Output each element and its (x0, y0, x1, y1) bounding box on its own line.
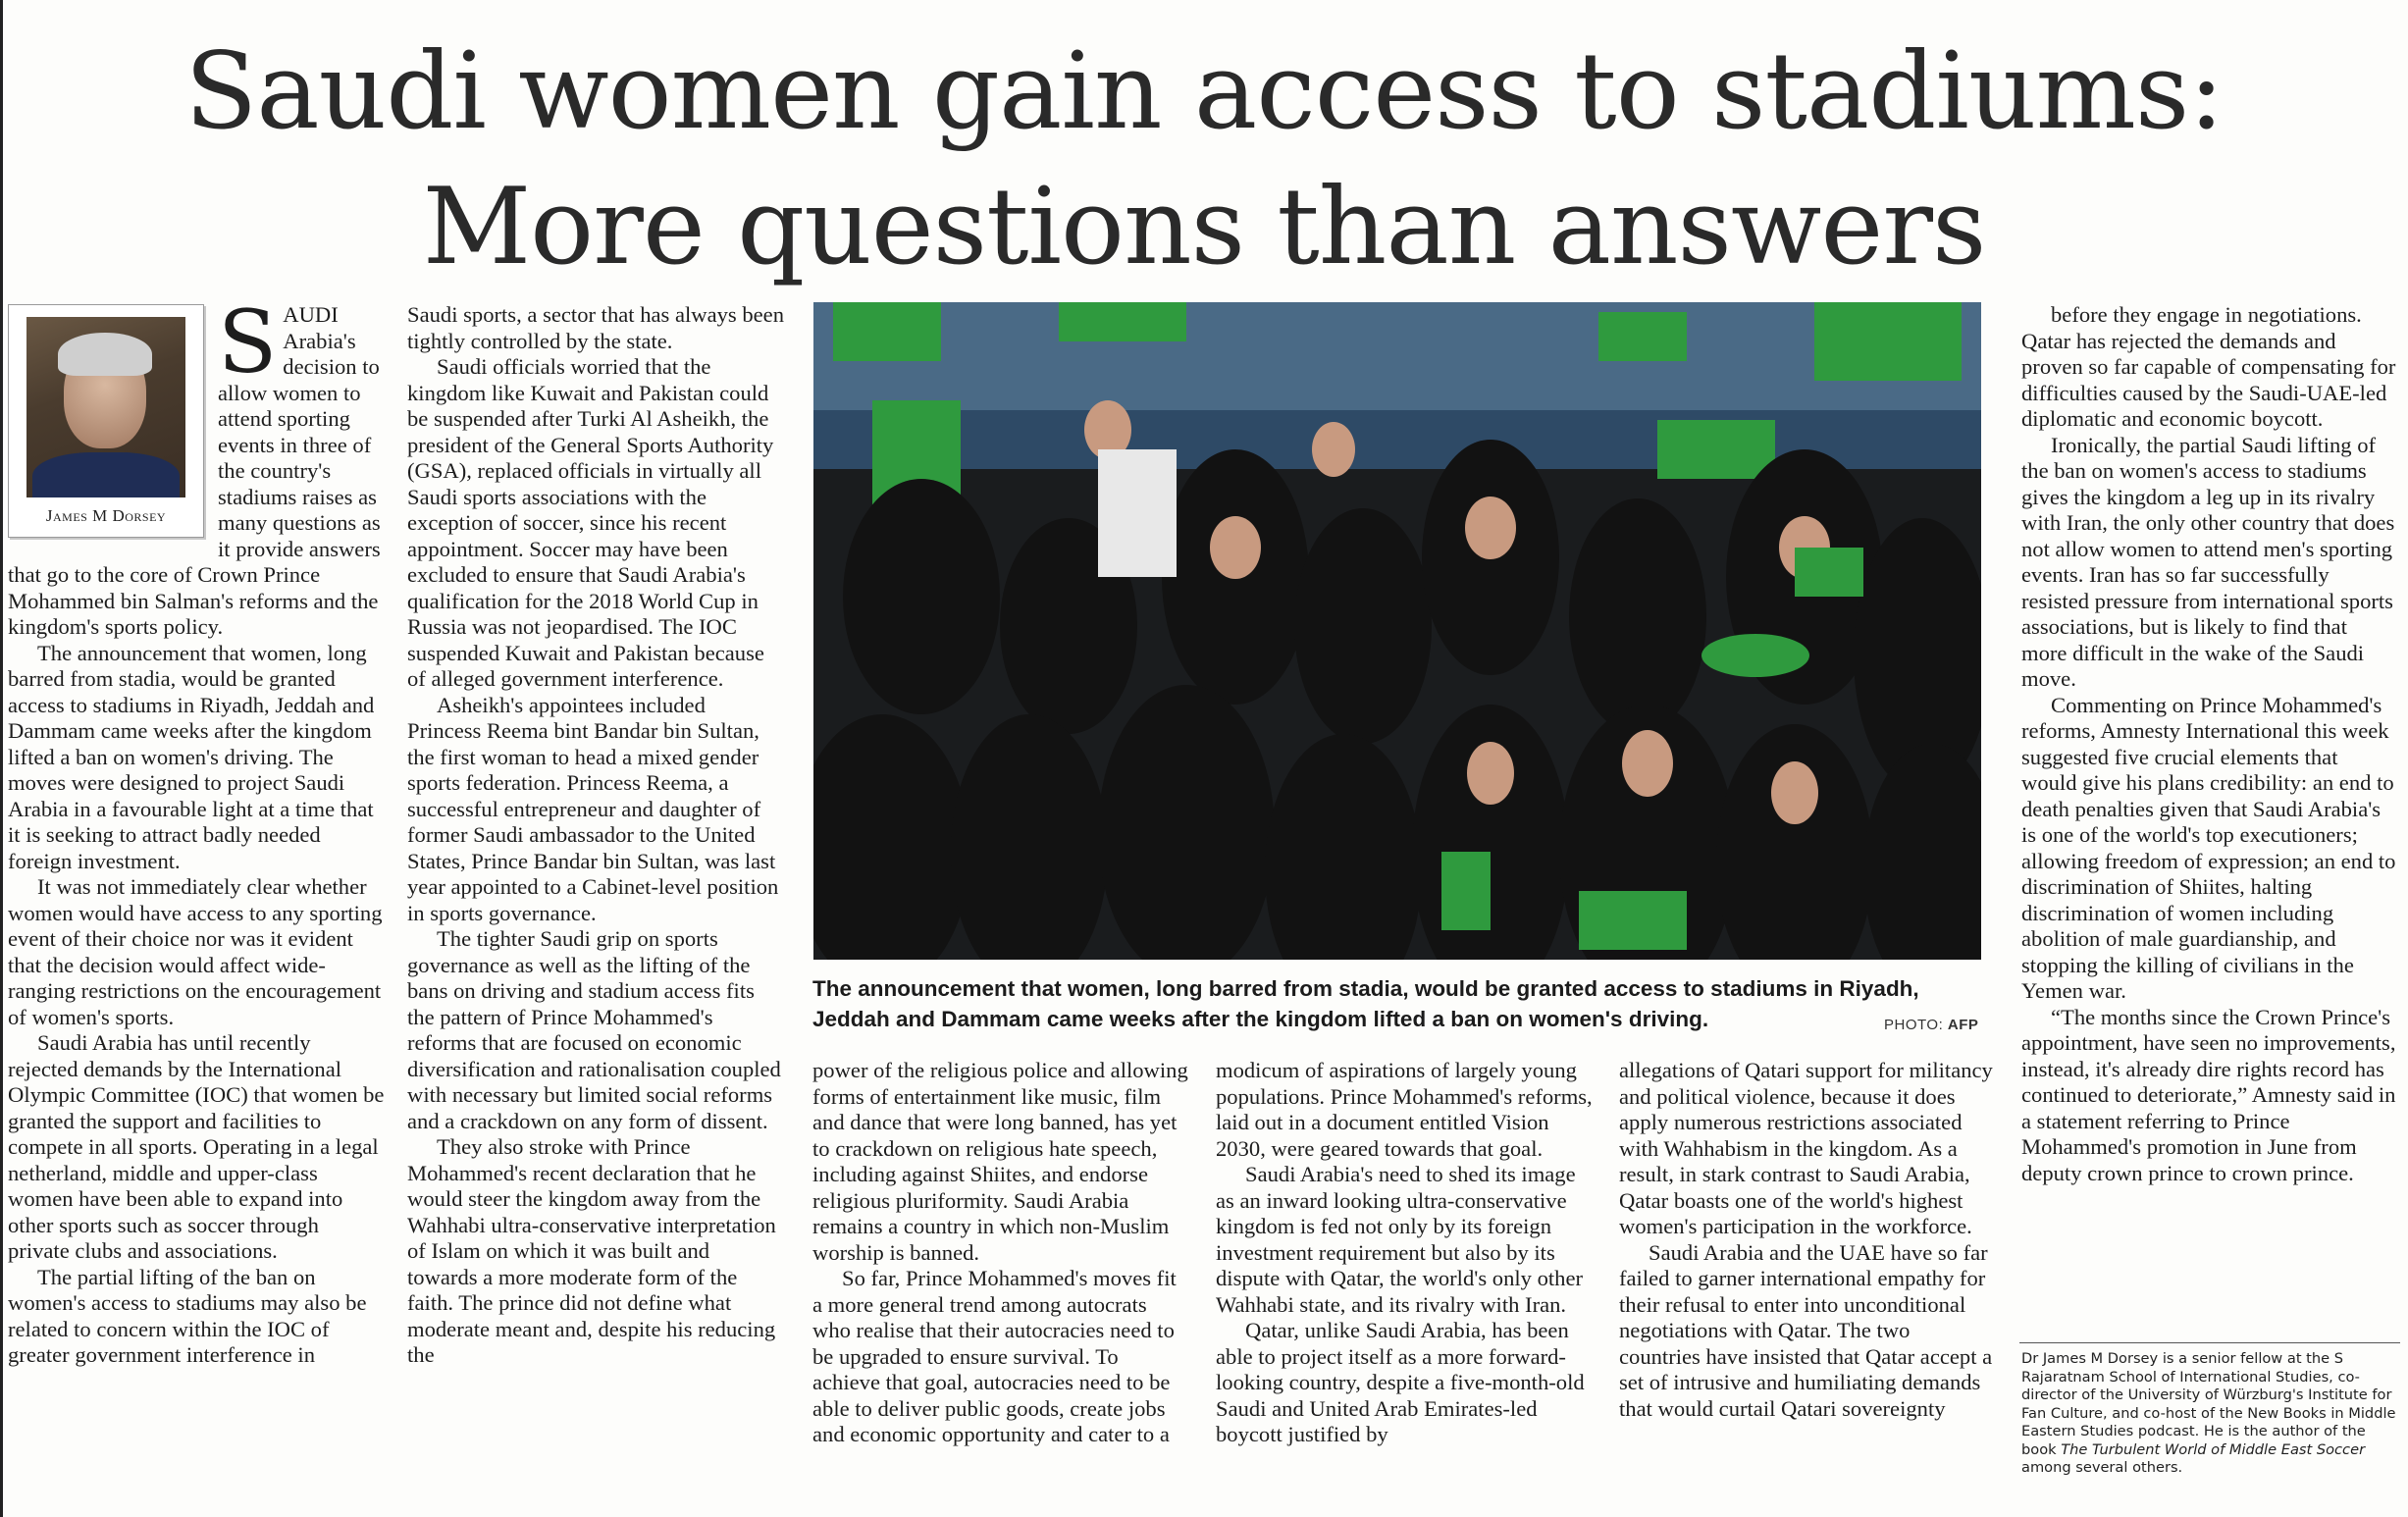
paragraph: The announcement that women, long barred from stadia, would be granted access to stadiums in Riyadh, Jeddah and Dammam came weeks after the kingdom lifted a ban on women's driving. The moves were designed to project Saudi Arabia in a favourable light at a time that it is seeking to attract badly needed foreign investment. (8, 640, 375, 873)
byline-box (8, 304, 204, 538)
paragraph: Saudi sports, a sector that has always been tightly controlled by the state. (407, 302, 784, 353)
headline-line-2: More questions than answers (422, 166, 1986, 288)
paragraph: So far, Prince Mohammed's moves fit a more general trend among autocrats who realise that their autocracies need to be upgraded to ensure survival. To achieve that goal, autocracies need to be able to deliver public goods, create jobs and economic opportunity and cater to a (812, 1266, 1177, 1446)
author-bio: Dr James M Dorsey is a senior fellow at the S Rajaratnam School of International Studies, co-director of the University of Würzburg's Institute for Fan Culture, and co-host of the New Books in Middle Eastern Studies podcast. He is the author of the book The Turbulent World of Middle East Soccer among several others. (2021, 1350, 2396, 1476)
lead-paragraph: SAUDI Arabia's decision to allow women to attend sporting events in three of the country's stadiums raises as many questions as it provide answers that go to the core of Crown Prince Mohammed bin Salman's reforms and the kingdom's sports policy. (8, 291, 381, 639)
paragraph: Asheikh's appointees included Princess Reema bint Bandar bin Sultan, the first woman to head a mixed gender sports federation. Princess Reema, a successful entrepreneur and daughter of former Saudi ambassador to the United States, Prince Bandar bin Sultan, was last year appointed to a Cabinet-level position in sports governance. (407, 692, 779, 925)
article-column-1 (8, 291, 385, 1369)
photo-caption: The announcement that women, long barred from stadia, would be granted access to stadiums in Riyadh, Jeddah and Dammam came weeks after the kingdom lifted a ban on women's driving. (812, 976, 1919, 1031)
drop-cap: S (218, 291, 278, 392)
crowd-photo-illustration (813, 302, 1981, 960)
paragraph: “The months since the Crown Prince's appointment, have seen no improvements, instead, it's already dire rights record has continued to deteriorate,” Amnesty said in a statement referring to Prince Mohammed's promotion in June from deputy crown prince to crown prince. (2021, 1004, 2396, 1185)
paragraph: The tighter Saudi grip on sports governance as well as the lifting of the bans on driving and stadium access fits the pattern of Prince Mohammed's reforms that are focused on economic diversification and rationalisation coupled with necessary but limited social reforms and a crackdown on any form of dissent. (407, 926, 781, 1133)
bio-divider (2019, 1342, 2400, 1343)
article-photo (813, 302, 1981, 960)
article-column-3 (812, 1058, 1189, 1448)
paragraph: Ironically, the partial Saudi lifting of the ban on women's access to stadiums gives the kingdom a leg up in its rivalry with Iran, the only other country that does not allow women to attend men's sporting events. Iran has so far successfully resisted pressure from international sports associations, but is likely to find that more difficult in the wake of the Saudi move. (2021, 432, 2395, 691)
paragraph: modicum of aspirations of largely young populations. Prince Mohammed's reforms, laid out in a document entitled Vision 2030, were geared towards that goal. (1216, 1058, 1593, 1161)
article-column-6 (2021, 302, 2398, 1186)
paragraph: allegations of Qatari support for militancy and political violence, because it does apply numerous restrictions associated with Wahhabism in the kingdom. As a result, in stark contrast to Saudi Arabia, Qatar boasts one of the world's highest women's participation in the workforce. (1619, 1058, 1993, 1238)
paragraph: power of the religious police and allowing forms of entertainment like music, film and dance that were long banned, has yet to crackdown on religious hate speech, including against Shiites, and endorse religious pluriformity. Saudi Arabia remains a country in which non-Muslim worship is banned. (812, 1058, 1188, 1265)
author-portrait (26, 317, 185, 497)
paragraph: Commenting on Prince Mohammed's reforms, Amnesty International this week suggested five crucial elements that would give his plans credibility: an end to death penalties given that Saudi Arabia's is one of the world's top executioners; allowing freedom of expression; an end to discrimination of Shiites, halting discrimination of women including abolition of male guardianship, and stopping the killing of civilians in the Yemen war. (2021, 692, 2396, 1003)
photo-credit: PHOTO: AFP (1884, 1017, 1979, 1033)
headline-line-1: Saudi women gain access to stadiums: (184, 30, 2224, 153)
paragraph: The partial lifting of the ban on women's access to stadiums may also be related to concern within the IOC of greater government interference in (8, 1264, 367, 1367)
article-column-2 (407, 302, 784, 1369)
paragraph: It was not immediately clear whether women would have access to any sporting event of their choice nor was it evident that the decision would affect wide-ranging restrictions on the encouragement of women's sports. (8, 874, 383, 1029)
paragraph: Saudi Arabia and the UAE have so far failed to garner international empathy for their refusal to enter into unconditional negotiations with Qatar. The two countries have insisted that Qatar accept a set of intrusive and humiliating demands that would curtail Qatari sovereignty (1619, 1239, 1993, 1421)
paragraph: They also stroke with Prince Mohammed's recent declaration that he would steer the kingdom away from the Wahhabi ultra-conservative interpretation of Islam on which it was built and towards a more moderate form of the faith. The prince did not define what moderate meant and, despite his reducing the (407, 1134, 776, 1367)
byline-name: James M Dorsey (45, 505, 167, 525)
article-column-4 (1216, 1058, 1593, 1448)
article-column-5 (1619, 1058, 1996, 1422)
book-title: The Turbulent World of Middle East Soccer (2061, 1440, 2366, 1458)
paragraph: Saudi officials worried that the kingdom like Kuwait and Pakistan could be suspended after Turki Al Asheikh, the president of the General Sports Authority (GSA), replaced officials in virtually all Saudi sports associations with the exception of soccer, since his recent appointment. Soccer may have been excluded to ensure that Saudi Arabia's qualification for the 2018 World Cup in Russia was not jeopardised. The IOC suspended Kuwait and Pakistan because of alleged government interference. (407, 354, 774, 691)
paragraph: before they engage in negotiations. Qatar has rejected the demands and proven so far capable of compensating for difficulties caused by the Saudi-UAE-led diplomatic and economic boycott. (2021, 302, 2396, 431)
paragraph: Qatar, unlike Saudi Arabia, has been able to project itself as a more forward-looking country, despite a five-month-old Saudi and United Arab Emirates-led boycott justified by (1216, 1318, 1585, 1446)
paragraph: Saudi Arabia has until recently rejected demands by the International Olympic Committee (IOC) that women be granted the support and facilities to compete in all sports. Operating in a legal netherland, middle and upper-class women have been able to expand into other sports such as soccer through private clubs and associations. (8, 1030, 385, 1263)
paragraph: Saudi Arabia's need to shed its image as an inward looking ultra-conservative kingdom is fed not only by its foreign investment requirement but also by its dispute with Qatar, the world's only other Wahhabi state, and its rivalry with Iran. (1216, 1162, 1584, 1317)
